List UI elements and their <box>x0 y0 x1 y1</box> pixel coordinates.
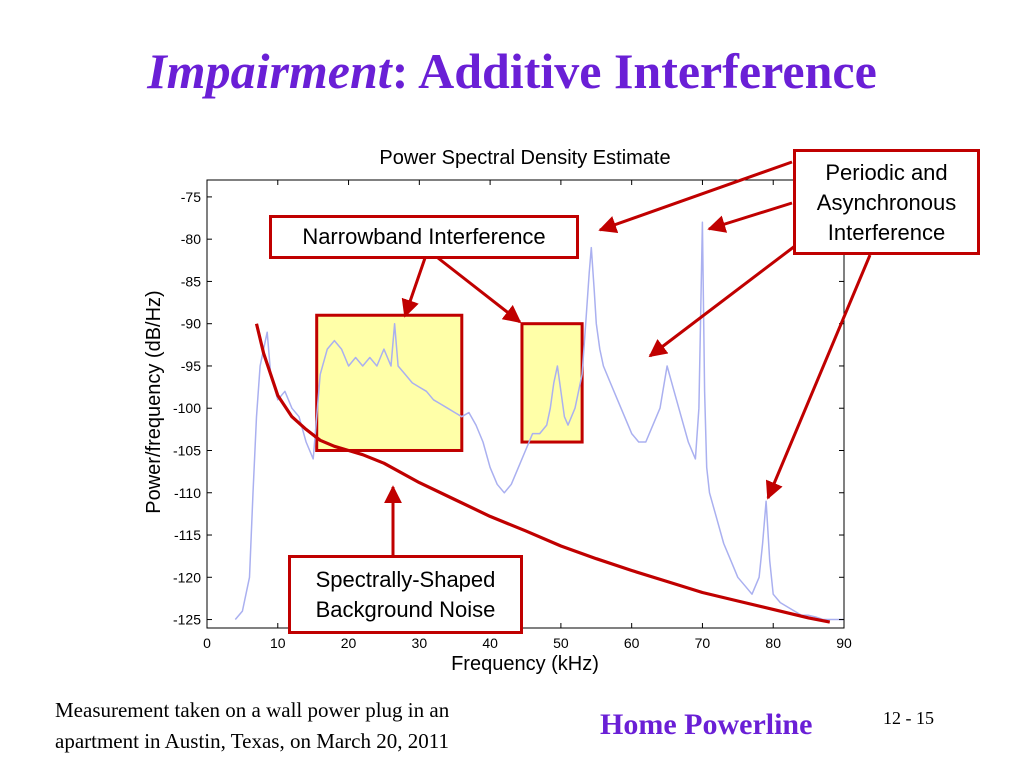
periodic-callout-line3: Interference <box>827 220 946 245</box>
y-tick-label: -120 <box>172 569 201 586</box>
periodic-callout-line2: Asynchronous <box>816 190 957 215</box>
footnote-line2: apartment in Austin, Texas, on March 20, 2011 <box>55 729 449 753</box>
slide-title-italic: Impairment <box>147 43 392 99</box>
y-tick-label: -110 <box>174 484 201 501</box>
chart-title: Power Spectral Density Estimate <box>379 147 671 169</box>
y-axis-label: Power/frequency (dB/Hz) <box>143 290 165 514</box>
arrow-periodic-2 <box>709 203 792 229</box>
arrow-narrowband-right <box>438 258 520 322</box>
x-tick-label: 80 <box>765 635 782 651</box>
y-tick-label: -80 <box>180 231 201 248</box>
periodic-callout-line1: Periodic and <box>825 160 948 185</box>
highlight-region-0 <box>317 315 462 450</box>
x-tick-label: 90 <box>836 635 852 651</box>
y-tick-label: -105 <box>172 442 201 459</box>
y-tick-label: -90 <box>180 315 201 332</box>
x-tick-label: 30 <box>411 635 428 651</box>
y-tick-label: -100 <box>172 400 201 417</box>
arrow-periodic-4 <box>768 255 870 498</box>
noise-callout-line1: Spectrally-Shaped <box>315 567 496 592</box>
footnote <box>55 695 449 757</box>
y-tick-label: -95 <box>180 357 201 374</box>
x-tick-label: 40 <box>482 635 498 651</box>
x-tick-label: 70 <box>694 635 711 651</box>
x-tick-label: 20 <box>340 635 357 651</box>
y-tick-label: -115 <box>174 527 201 544</box>
y-tick-label: -75 <box>180 188 201 205</box>
x-tick-label: 50 <box>553 635 569 651</box>
highlight-region-1 <box>522 324 582 442</box>
arrow-periodic-1 <box>600 162 792 230</box>
slide-title-rest: : Additive Interference <box>391 43 877 99</box>
footnote-line1: Measurement taken on a wall power plug in an <box>55 698 450 722</box>
x-tick-label: 60 <box>623 635 640 651</box>
footer-title: Home Powerline <box>600 708 813 741</box>
y-tick-label: -85 <box>180 273 201 290</box>
x-tick-label: 10 <box>269 635 286 651</box>
page-number: 12 - 15 <box>883 708 934 728</box>
noise-callout-line2: Background Noise <box>315 597 496 622</box>
noise-callout <box>288 555 523 634</box>
x-tick-label: 0 <box>203 635 211 651</box>
y-tick-label: -125 <box>172 611 201 628</box>
narrowband-callout <box>269 215 579 259</box>
arrow-narrowband-left <box>405 258 425 316</box>
x-axis-label: Frequency (kHz) <box>451 653 599 675</box>
arrow-periodic-3 <box>650 246 795 356</box>
narrowband-callout-text: Narrowband Interference <box>302 224 546 249</box>
periodic-callout <box>793 149 980 255</box>
